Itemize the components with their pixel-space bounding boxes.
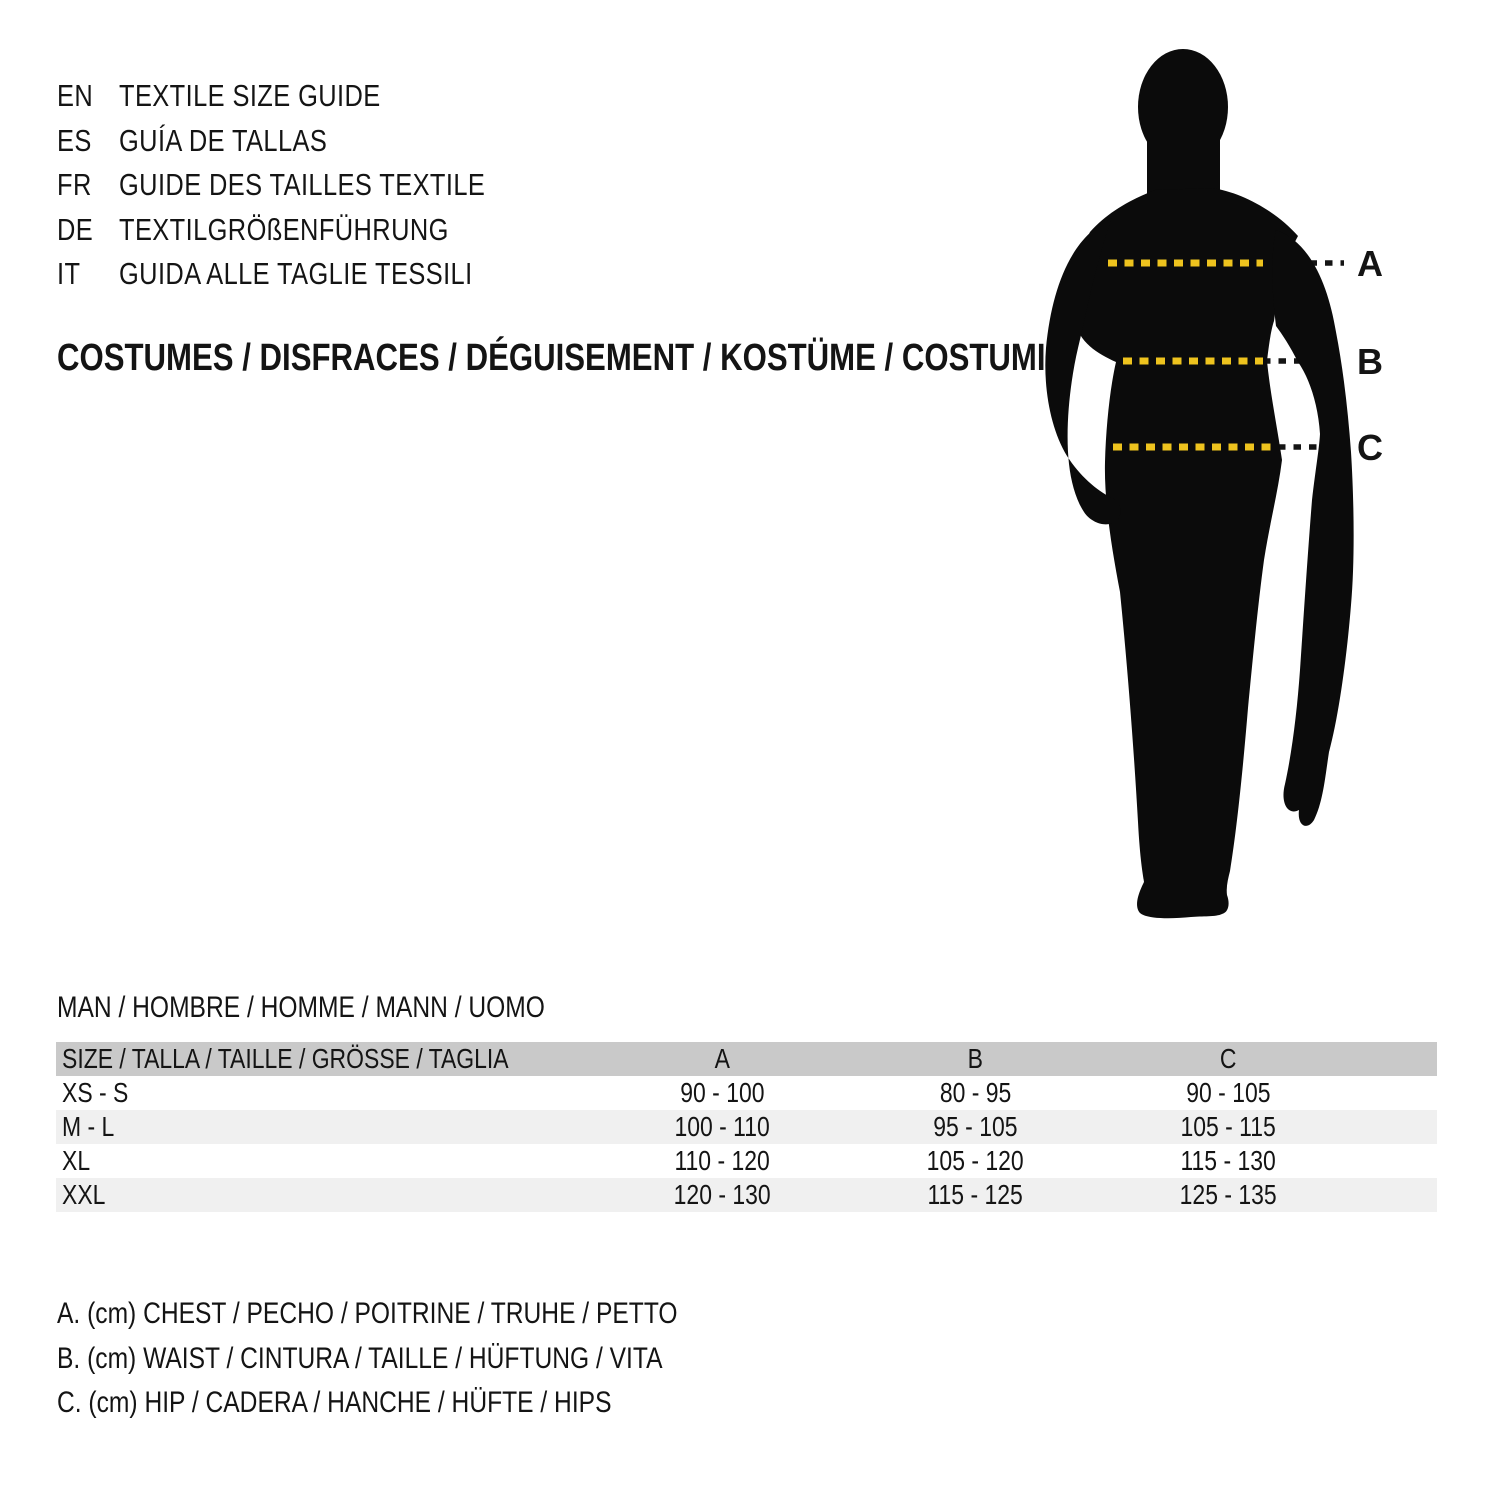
- lang-row-de: [57, 208, 566, 253]
- cell-a: 110 - 120: [674, 1145, 771, 1176]
- measurement-legend: [57, 1292, 814, 1426]
- cell-size: XXL: [62, 1179, 106, 1210]
- lang-code: DE: [57, 211, 94, 247]
- lang-title: GUIDA ALLE TAGLIE TESSILI: [119, 256, 473, 291]
- man-silhouette: [1045, 49, 1353, 918]
- lang-title: GUIDE DES TAILLES TEXTILE: [119, 167, 486, 202]
- cell-b: 95 - 105: [933, 1111, 1018, 1142]
- category-heading: COSTUMES / DISFRACES / DÉGUISEMENT / KOSTÜME / COSTUMI: [57, 337, 1046, 379]
- lang-title: GUÍA DE TALLAS: [119, 122, 328, 158]
- lang-code: FR: [57, 167, 92, 202]
- silhouette-right-arm: [1272, 230, 1353, 826]
- cell-size: XS - S: [62, 1077, 129, 1108]
- table-row-xs-s: [56, 1076, 1437, 1110]
- header-filler: [1355, 1042, 1437, 1076]
- legend-waist: B. (cm) WAIST / CINTURA / TAILLE / HÜFTUNG / VITA: [57, 1341, 663, 1375]
- header-col-c: C: [1220, 1043, 1237, 1074]
- header-col-a: A: [714, 1043, 731, 1074]
- table-row-xl: [56, 1144, 1437, 1178]
- header-size-label: SIZE / TALLA / TAILLE / GRÖSSE / TAGLIA: [62, 1043, 509, 1074]
- lang-row-it: [57, 252, 566, 297]
- cell-c: 90 - 105: [1186, 1077, 1271, 1108]
- cell-a: 100 - 110: [674, 1111, 771, 1142]
- gender-section-label: MAN / HOMBRE / HOMME / MANN / UOMO: [57, 991, 545, 1024]
- size-table: [56, 1042, 1437, 1212]
- cell-c: 115 - 130: [1180, 1145, 1277, 1176]
- cell-c: 125 - 135: [1179, 1179, 1278, 1210]
- lang-title: TEXTILGRÖßENFÜHRUNG: [119, 211, 449, 247]
- table-row-xxl: [56, 1178, 1437, 1212]
- measure-label-c: C: [1357, 427, 1383, 468]
- legend-hip: C. (cm) HIP / CADERA / HANCHE / HÜFTE / HIPS: [57, 1386, 612, 1419]
- cell-a: 90 - 100: [680, 1077, 765, 1108]
- header-col-b: B: [967, 1043, 984, 1074]
- lang-code: EN: [57, 78, 94, 113]
- cell-b: 105 - 120: [926, 1145, 1025, 1176]
- legend-chest: A. (cm) CHEST / PECHO / POITRINE / TRUHE / PETTO: [57, 1297, 678, 1330]
- size-table-header-row: [56, 1042, 1437, 1076]
- lang-title: TEXTILE SIZE GUIDE: [119, 78, 381, 113]
- measure-label-b: B: [1357, 341, 1383, 382]
- cell-size: M - L: [62, 1111, 115, 1142]
- man-silhouette-svg: [1020, 30, 1480, 950]
- measure-label-a: A: [1357, 243, 1383, 284]
- lang-row-en: [57, 74, 566, 119]
- cell-a: 120 - 130: [673, 1179, 772, 1210]
- lang-row-es: [57, 119, 566, 164]
- lang-code: ES: [57, 122, 92, 158]
- lang-row-fr: [57, 163, 566, 208]
- measure-labels: [1357, 243, 1383, 468]
- cell-c: 105 - 115: [1180, 1111, 1277, 1142]
- cell-b: 80 - 95: [939, 1077, 1012, 1108]
- cell-b: 115 - 125: [927, 1179, 1024, 1210]
- cell-size: XL: [62, 1145, 91, 1176]
- lang-code: IT: [57, 256, 81, 291]
- silhouette-torso-legs: [1075, 188, 1298, 918]
- measurement-figure: [1020, 30, 1480, 950]
- table-row-m-l: [56, 1110, 1437, 1144]
- language-title-list: [57, 74, 566, 297]
